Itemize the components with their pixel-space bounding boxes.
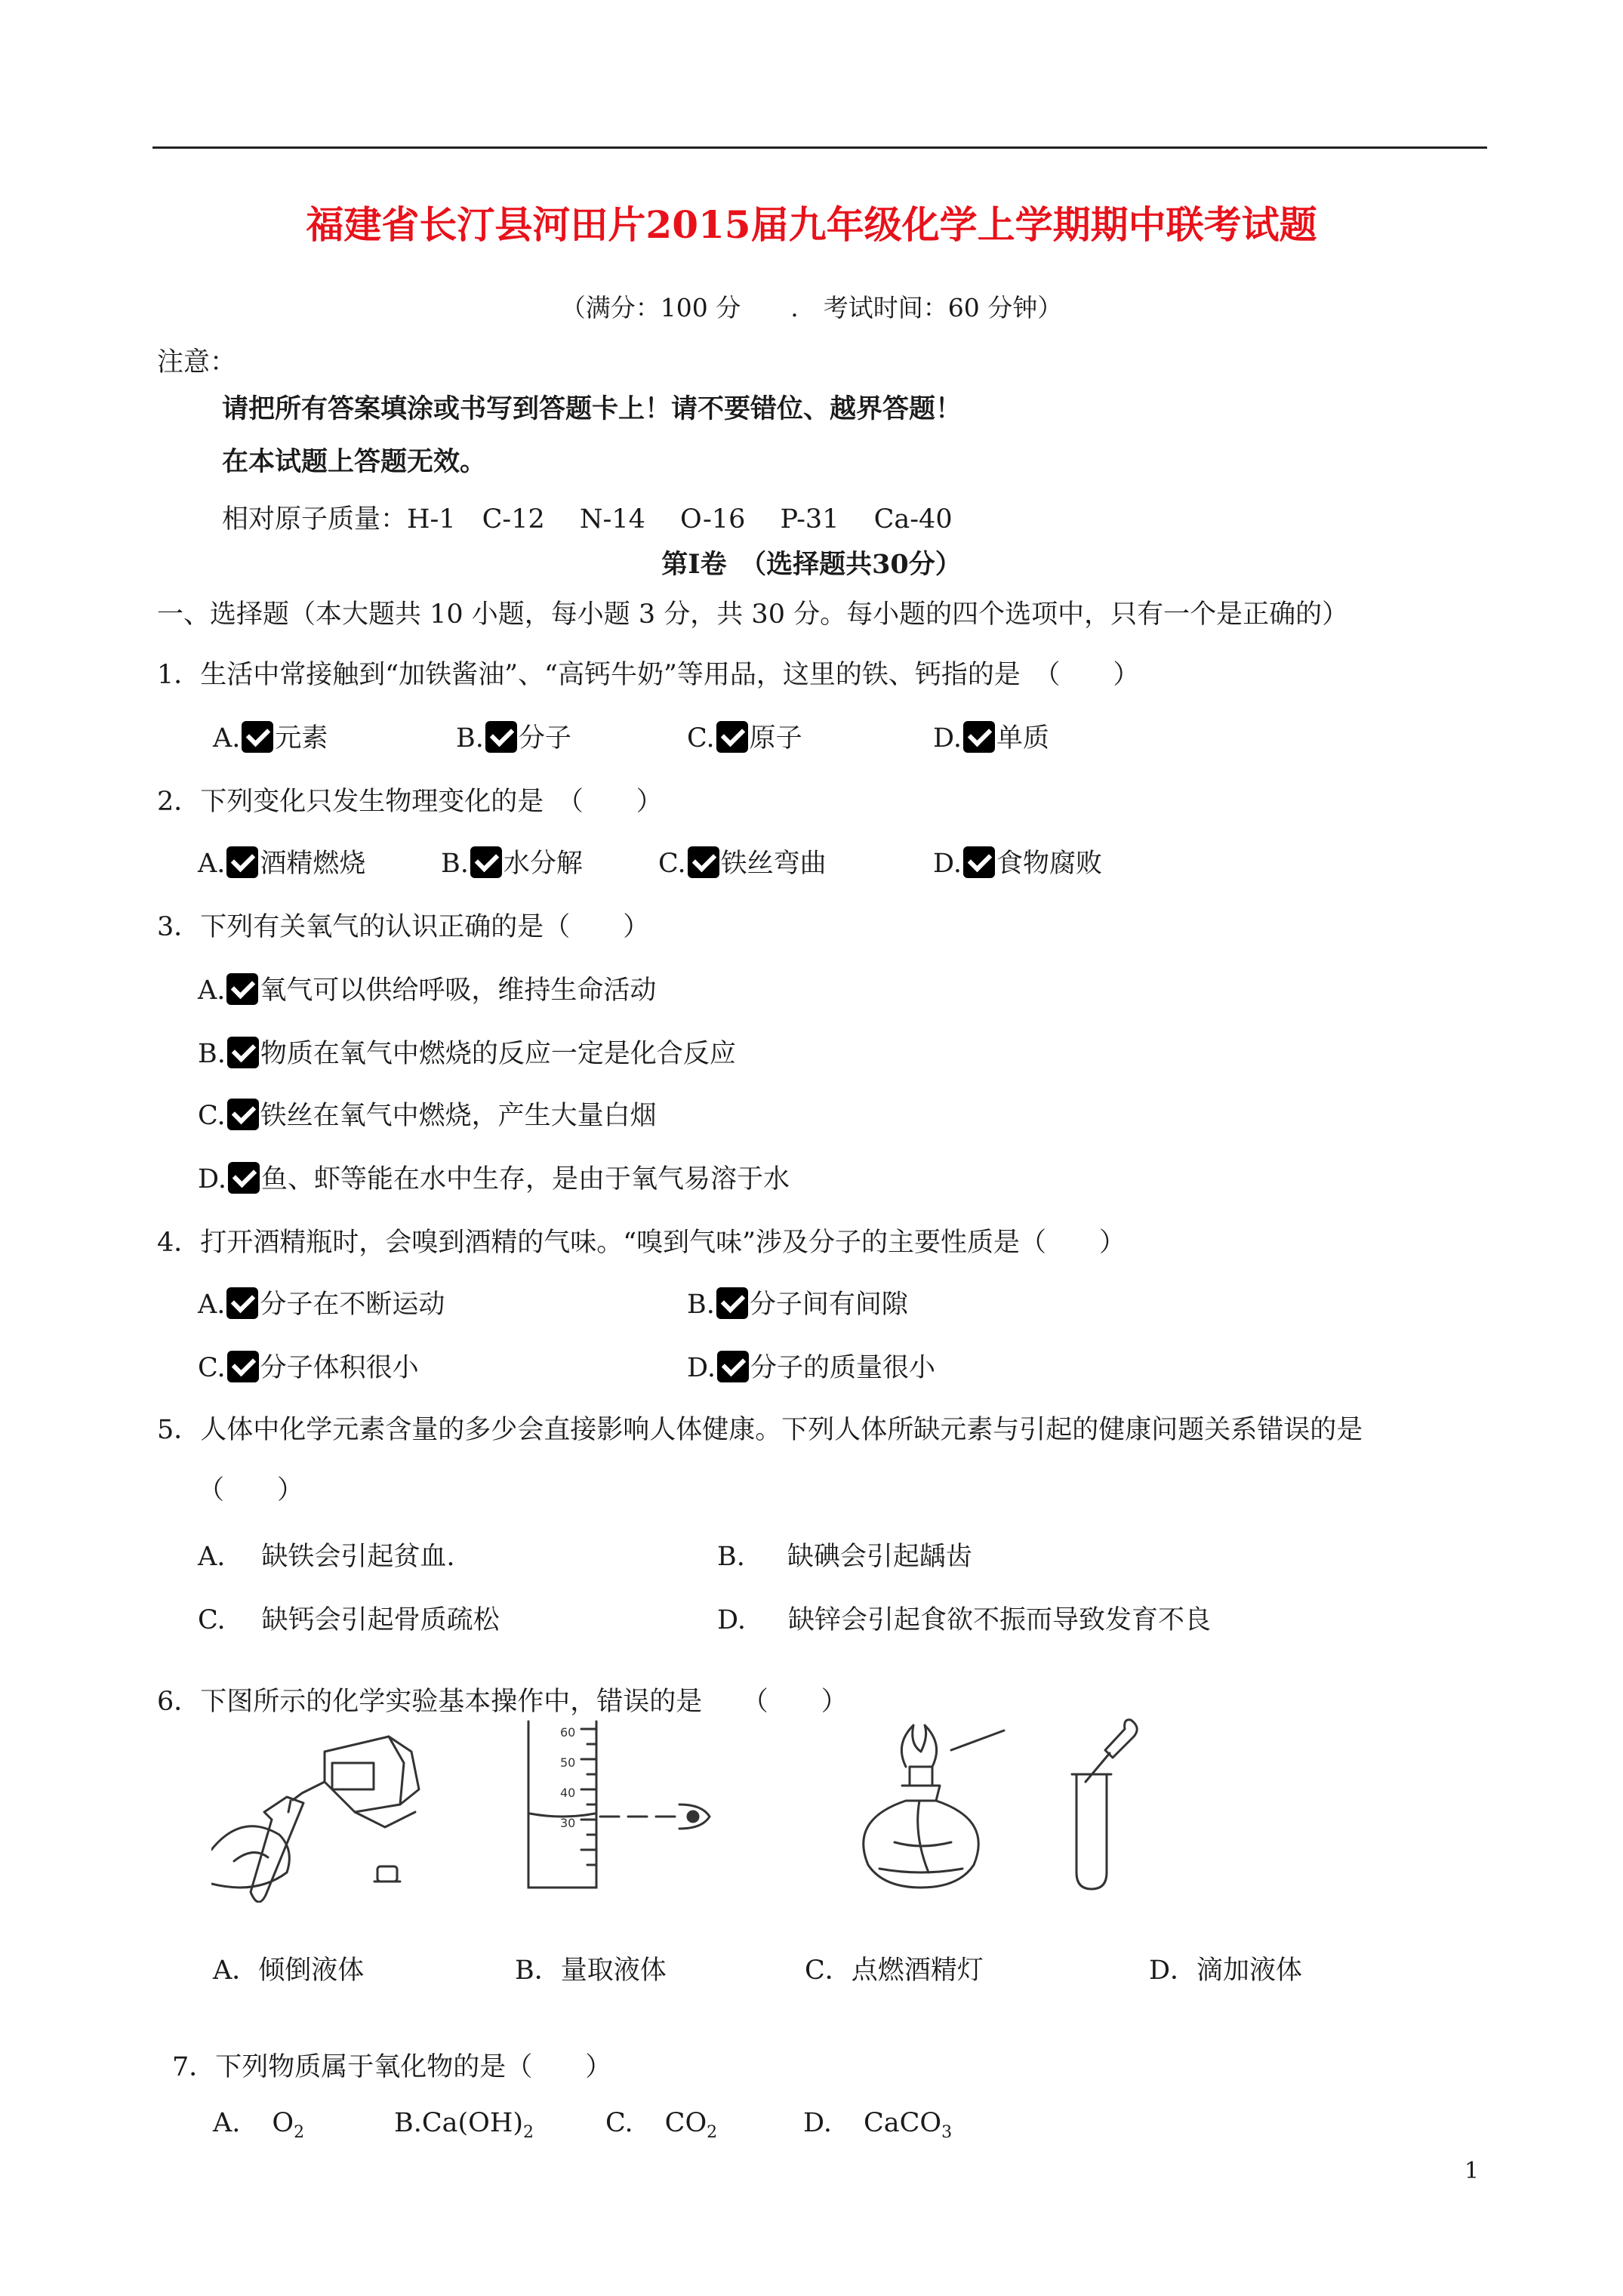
- q1-option-d[interactable]: D. 单质: [933, 717, 1049, 755]
- check-icon: [227, 1037, 259, 1068]
- page-number: 1: [1464, 2158, 1480, 2184]
- check-icon: [688, 846, 719, 878]
- notes-line-2: 在本试题上答题无效。: [222, 446, 487, 477]
- notes-line-1: 请把所有答案填涂或书写到答题卡上！请不要错位、越界答题！: [222, 393, 962, 424]
- q4-option-a[interactable]: A. 分子在不断运动: [198, 1284, 445, 1321]
- header-rule: [152, 146, 1487, 149]
- check-icon: [227, 1099, 259, 1130]
- check-icon: [226, 1287, 258, 1319]
- scale-label-60: 60: [560, 1725, 576, 1740]
- check-icon: [716, 1287, 748, 1319]
- q5-option-d[interactable]: D. 缺锌会引起食欲不振而导致发育不良: [717, 1605, 1211, 1635]
- q2-option-a[interactable]: A. 酒精燃烧: [198, 843, 365, 880]
- q6-option-d[interactable]: D．滴加液体: [1149, 1955, 1303, 1986]
- check-icon: [963, 846, 995, 878]
- check-icon: [226, 846, 258, 878]
- q2-option-b[interactable]: B. 水分解: [441, 843, 583, 880]
- q6-option-a[interactable]: A．倾倒液体: [213, 1955, 365, 1986]
- question-3-stem: 3．下列有关氧气的认识正确的是（ ）: [157, 912, 650, 942]
- question-4-stem: 4．打开酒精瓶时，会嗅到酒精的气味。“嗅到气味”涉及分子的主要性质是（ ）: [157, 1228, 1126, 1258]
- q7-option-c[interactable]: C. $CO_2$: [605, 2108, 718, 2142]
- check-icon: [716, 721, 748, 753]
- q5-option-c[interactable]: C. 缺钙会引起骨质疏松: [198, 1605, 500, 1635]
- q3-option-a[interactable]: A. 氧气可以供给呼吸，维持生命活动: [198, 969, 656, 1007]
- q7-option-d[interactable]: D. CaCO$_3$: [803, 2108, 953, 2142]
- q4-option-b[interactable]: B. 分子间有间隙: [687, 1284, 908, 1321]
- scale-label-50: 50: [560, 1755, 576, 1770]
- check-icon: [227, 1351, 259, 1382]
- check-icon: [228, 1162, 260, 1194]
- question-7-stem: 7．下列物质属于氧化物的是（ ）: [172, 2052, 612, 2082]
- q4-option-c[interactable]: C. 分子体积很小: [198, 1347, 419, 1385]
- question-5-stem: 5．人体中化学元素含量的多少会直接影响人体健康。下列人体所缺元素与引起的健康问题关系错误的是: [157, 1415, 1363, 1445]
- scale-label-30: 30: [560, 1816, 576, 1830]
- check-icon: [717, 1351, 749, 1382]
- q1-option-a[interactable]: A. 元素: [213, 717, 328, 755]
- q5-option-b[interactable]: B. 缺碘会引起龋齿: [717, 1542, 972, 1572]
- q5-option-a[interactable]: A. 缺铁会引起贫血.: [198, 1542, 455, 1572]
- atomic-masses: 相对原子质量：H-1 C-12 N-14 O-16 P-31 Ca-40: [222, 504, 953, 535]
- dropper-figure: [1049, 1714, 1155, 1895]
- question-5-stem-cont: （ ）: [198, 1475, 304, 1505]
- q6-option-c[interactable]: C．点燃酒精灯: [805, 1955, 984, 1986]
- check-icon: [470, 846, 502, 878]
- page-title: 福建省长汀县河田片2015届九年级化学上学期期中联考试题: [306, 202, 1317, 247]
- q7-option-b[interactable]: $B.Ca(OH)_2$: [394, 2108, 534, 2142]
- q2-option-c[interactable]: C. 铁丝弯曲: [658, 843, 827, 880]
- q3-option-d[interactable]: D. 鱼、虾等能在水中生存，是由于氧气易溶于水: [198, 1158, 790, 1196]
- check-icon: [963, 721, 995, 753]
- section-instruction: 一、选择题（本大题共 10 小题，每小题 3 分，共 30 分。每小题的四个选项中，只有一个是正确的）: [157, 599, 1349, 630]
- section-title: 第Ⅰ卷 （选择题共30分）: [661, 549, 962, 580]
- question-1-stem: 1．生活中常接触到“加铁酱油”、“高钙牛奶”等用品，这里的铁、钙指的是 （ ）: [157, 660, 1140, 690]
- q3-option-b[interactable]: B. 物质在氧气中燃烧的反应一定是化合反应: [198, 1033, 736, 1071]
- check-icon: [485, 721, 517, 753]
- notes-label: 注意：: [157, 347, 237, 378]
- scale-label-40: 40: [560, 1786, 576, 1800]
- q3-option-c[interactable]: C. 铁丝在氧气中燃烧，产生大量白烟: [198, 1095, 657, 1133]
- q1-option-b[interactable]: B. 分子: [456, 717, 571, 755]
- q6-option-b[interactable]: B．量取液体: [515, 1955, 667, 1986]
- q2-option-d[interactable]: D. 食物腐败: [933, 843, 1102, 880]
- q7-option-a[interactable]: A. $O_2$: [213, 2108, 305, 2142]
- q4-option-d[interactable]: D. 分子的质量很小: [687, 1347, 935, 1385]
- exam-info: （满分：100 分 . 考试时间：60 分钟）: [560, 293, 1063, 322]
- q1-option-c[interactable]: C. 原子: [687, 717, 802, 755]
- question-6-stem: 6．下图所示的化学实验基本操作中，错误的是 （ ）: [157, 1687, 848, 1717]
- question-2-stem: 2．下列变化只发生物理变化的是 （ ）: [157, 787, 663, 817]
- check-icon: [226, 973, 258, 1005]
- measuring-cylinder-figure: [506, 1714, 732, 1895]
- check-icon: [242, 721, 273, 753]
- pouring-liquid-figure: [211, 1721, 438, 1903]
- alcohol-lamp-figure: [830, 1721, 1019, 1903]
